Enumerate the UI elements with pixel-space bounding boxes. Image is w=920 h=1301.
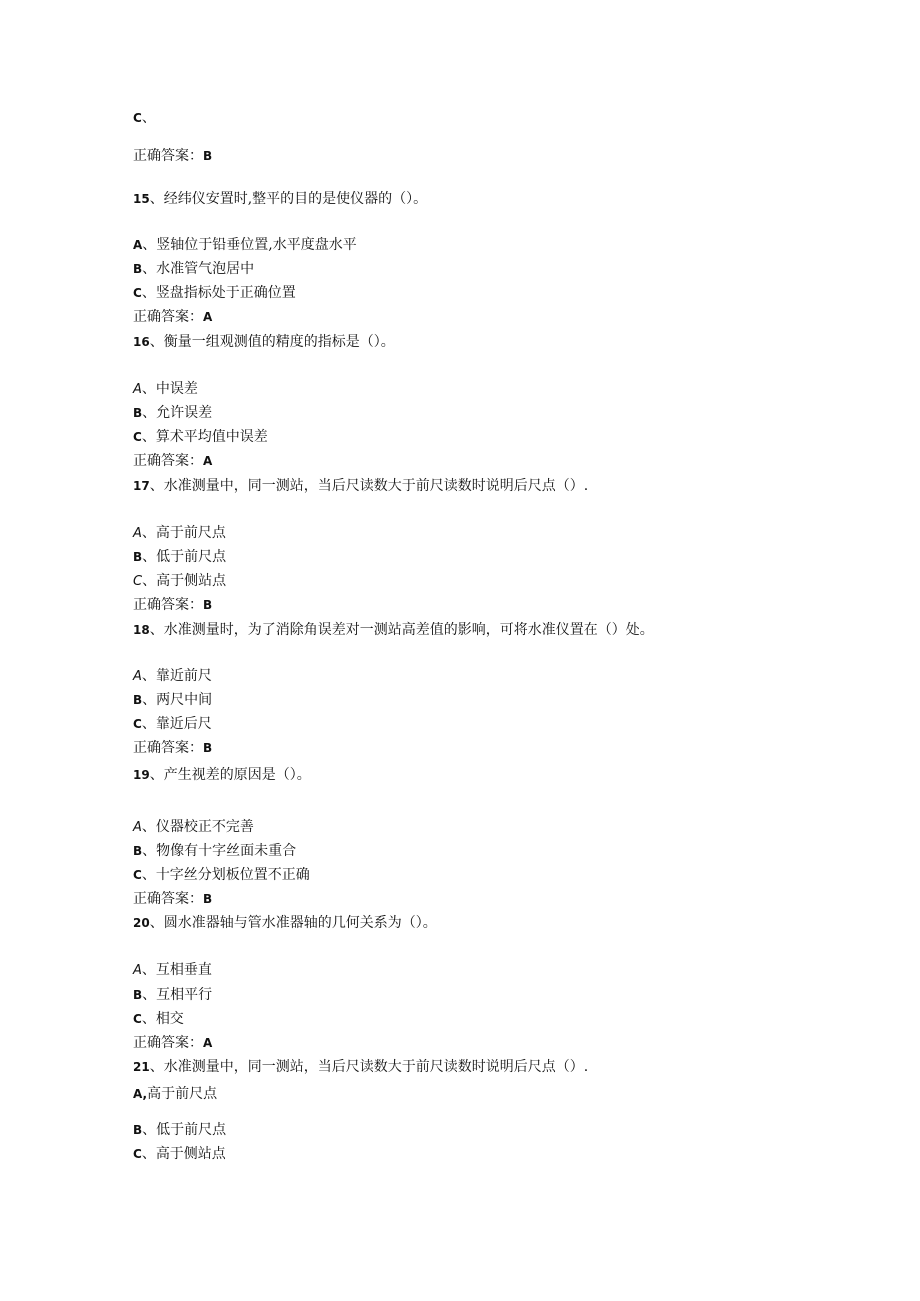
question-line — [133, 1057, 588, 1077]
answer-line — [133, 738, 212, 758]
option-label: A — [133, 963, 142, 978]
question-text: 水准测量中，同一测站，当后尺读数大于前尺读数时说明后尺点（）. — [163, 1059, 589, 1075]
option-text: 互相垂直 — [155, 962, 212, 978]
option-text: 中误差 — [155, 381, 198, 397]
question-number: 20 — [133, 916, 150, 930]
option-separator: 、 — [142, 1122, 157, 1138]
option-line — [133, 379, 198, 400]
option-text: 算术平均值中误差 — [155, 429, 268, 445]
option-label: A — [133, 526, 142, 541]
answer-prefix: 正确答案： — [133, 740, 203, 756]
answer-key: B — [203, 149, 213, 163]
answer-line — [133, 451, 212, 471]
answer-line — [133, 595, 212, 615]
option-label: C — [133, 868, 142, 882]
option-label: B — [133, 550, 143, 564]
option-label: C — [133, 430, 142, 444]
option-line — [133, 960, 212, 981]
option-separator: 、 — [141, 1011, 156, 1027]
answer-key: B — [203, 892, 213, 906]
option-separator: 、 — [141, 716, 156, 732]
option-line — [133, 523, 226, 544]
option-label: C — [133, 1147, 142, 1161]
option-text: 两尺中间 — [156, 692, 213, 708]
option-text: 高于侧站点 — [156, 573, 227, 589]
option-label: A — [133, 238, 143, 252]
option-separator: 、 — [141, 429, 156, 445]
question-text: 水准测量时，为了消除角误差对一测站高差值的影响，可将水准仪置在（）处。 — [163, 622, 654, 638]
question-text: 衡量一组观测值的精度的指标是（）。 — [163, 334, 395, 350]
option-text: 高于前尺点 — [147, 1086, 218, 1102]
question-separator: 、 — [149, 767, 164, 783]
option-separator: 、 — [142, 843, 157, 859]
option-separator: 、 — [142, 692, 157, 708]
option-line — [133, 841, 296, 861]
answer-key: A — [203, 1036, 213, 1050]
option-text: 互相平行 — [156, 987, 213, 1003]
question-line — [133, 765, 311, 785]
option-text: 竖轴位于铅垂位置,水平度盘水平 — [156, 237, 357, 253]
answer-key: A — [203, 310, 213, 324]
option-separator: 、 — [142, 573, 157, 589]
option-line — [133, 865, 310, 885]
answer-prefix: 正确答案： — [133, 148, 203, 164]
option-line — [133, 427, 268, 447]
option-separator: 、 — [141, 525, 156, 541]
question-number: 21 — [133, 1060, 150, 1074]
option-separator: 、 — [141, 110, 156, 126]
option-separator: 、 — [142, 987, 157, 1003]
option-line — [133, 547, 226, 567]
option-label: A — [133, 1087, 143, 1101]
question-separator: 、 — [149, 334, 164, 350]
answer-key: A — [203, 454, 213, 468]
option-label: C — [133, 1012, 142, 1026]
option-separator: , — [142, 1087, 148, 1101]
option-separator: 、 — [141, 668, 156, 684]
question-text: 产生视差的原因是（）。 — [163, 767, 311, 783]
option-text: 仪器校正不完善 — [155, 819, 254, 835]
option-text: 相交 — [155, 1011, 184, 1027]
question-separator: 、 — [149, 622, 164, 638]
answer-prefix: 正确答案： — [133, 597, 203, 613]
option-text: 十字丝分划板位置不正确 — [155, 867, 310, 883]
option-label: B — [133, 988, 143, 1002]
question-number: 17 — [133, 479, 150, 493]
option-separator: 、 — [141, 381, 156, 397]
question-text: 经纬仪安置时,整平的目的是使仪器的（）。 — [163, 191, 428, 207]
option-separator: 、 — [142, 237, 157, 253]
option-label: A — [133, 820, 142, 835]
question-line — [133, 620, 654, 640]
option-separator: 、 — [141, 867, 156, 883]
option-text: 高于前尺点 — [155, 525, 226, 541]
option-label: B — [133, 1123, 143, 1137]
question-line — [133, 332, 395, 352]
option-line — [133, 571, 226, 592]
option-text: 高于侧站点 — [155, 1146, 226, 1162]
option-line — [133, 283, 296, 303]
option-separator: 、 — [141, 1146, 156, 1162]
option-separator: 、 — [142, 405, 157, 421]
option-text: 水准管气泡居中 — [156, 261, 255, 277]
option-label: A — [133, 669, 142, 684]
option-label: B — [133, 844, 143, 858]
question-number: 19 — [133, 768, 150, 782]
option-separator: 、 — [142, 549, 157, 565]
answer-line — [133, 1033, 212, 1053]
option-line — [133, 714, 212, 734]
option-text: 物像有十字丝面未重合 — [156, 843, 297, 859]
answer-key: B — [203, 741, 213, 755]
question-separator: 、 — [149, 915, 164, 931]
question-number: 16 — [133, 335, 150, 349]
option-text: 竖盘指标处于正确位置 — [155, 285, 296, 301]
option-line — [133, 1120, 226, 1140]
option-line — [133, 985, 212, 1005]
option-label: B — [133, 262, 143, 276]
option-label: B — [133, 693, 143, 707]
option-label: C — [133, 574, 143, 589]
option-line — [133, 690, 212, 710]
option-line — [133, 1084, 217, 1104]
question-text: 圆水准器轴与管水准器轴的几何关系为（）。 — [163, 915, 437, 931]
option-label: A — [133, 382, 142, 397]
question-separator: 、 — [149, 478, 164, 494]
answer-prefix: 正确答案： — [133, 891, 203, 907]
option-label: C — [133, 717, 142, 731]
option-label: C — [133, 286, 142, 300]
question-line — [133, 189, 427, 209]
option-line — [133, 259, 254, 279]
option-separator: 、 — [141, 819, 156, 835]
question-text: 水准测量中，同一测站，当后尺读数大于前尺读数时说明后尺点（）. — [163, 478, 589, 494]
option-line — [133, 108, 156, 128]
option-label: C — [133, 111, 142, 125]
option-line — [133, 403, 212, 423]
option-text: 低于前尺点 — [156, 1122, 227, 1138]
option-text: 低于前尺点 — [156, 549, 227, 565]
question-separator: 、 — [149, 191, 164, 207]
question-line — [133, 913, 437, 933]
answer-prefix: 正确答案： — [133, 309, 203, 325]
option-text: 靠近前尺 — [155, 668, 212, 684]
question-number: 15 — [133, 192, 150, 206]
option-line — [133, 666, 212, 687]
answer-line — [133, 146, 212, 166]
answer-line — [133, 307, 212, 327]
option-separator: 、 — [141, 285, 156, 301]
question-number: 18 — [133, 623, 150, 637]
option-line — [133, 1009, 184, 1029]
answer-prefix: 正确答案： — [133, 1035, 203, 1051]
question-separator: 、 — [149, 1059, 164, 1075]
question-line — [133, 476, 588, 496]
answer-line — [133, 889, 212, 909]
option-text: 靠近后尺 — [155, 716, 212, 732]
option-text: 允许误差 — [156, 405, 213, 421]
answer-prefix: 正确答案： — [133, 453, 203, 469]
option-label: B — [133, 406, 143, 420]
option-separator: 、 — [141, 962, 156, 978]
answer-key: B — [203, 598, 213, 612]
option-line — [133, 235, 357, 255]
option-line — [133, 817, 254, 838]
option-line — [133, 1144, 226, 1164]
option-separator: 、 — [142, 261, 157, 277]
